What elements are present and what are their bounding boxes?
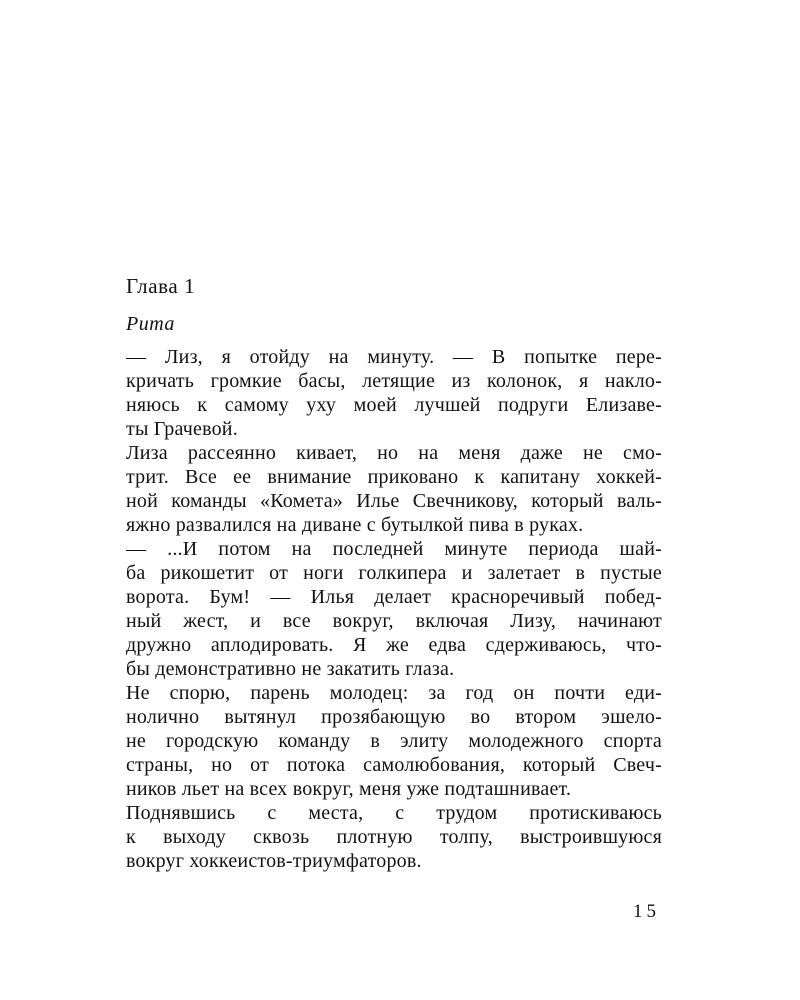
page-number: 15 <box>633 901 660 922</box>
text-line: трит. Все ее внимание приковано к капитану хоккей- <box>126 466 662 488</box>
text-line: кричать громкие басы, летящие из колонок, я накло- <box>126 370 662 392</box>
text-line: ной команды «Комета» Илье Свечникову, который валь- <box>126 490 662 512</box>
text-line: нолично вытянул прозябающую во втором эшело- <box>126 706 662 728</box>
chapter-title: Глава 1 <box>126 274 196 298</box>
text-line: бы демонстративно не закатить глаза. <box>126 658 455 680</box>
text-line: няюсь к самому уху моей лучшей подруги Елизаве- <box>126 394 662 416</box>
body-text <box>126 345 662 873</box>
text-line: вокруг хоккеистов-триумфаторов. <box>126 850 422 872</box>
text-line: ворота. Бум! — Илья делает красноречивый побед- <box>126 586 662 608</box>
text-line: ба рикошетит от ноги голкипера и залетает в пустые <box>126 562 662 584</box>
text-line: не городскую команду в элиту молодежного спорта <box>126 730 662 752</box>
text-line: Поднявшись с места, с трудом протискиваюсь <box>126 802 662 824</box>
text-line: яжно развалился на диване с бутылкой пива в руках. <box>126 514 584 536</box>
text-line: ников льет на всех вокруг, меня уже подташнивает. <box>126 778 572 800</box>
text-line: — Лиз, я отойду на минуту. — В попытке пере- <box>126 346 662 368</box>
chapter-subtitle: Рита <box>126 313 175 335</box>
text-line: Лиза рассеянно кивает, но на меня даже не смо- <box>126 442 662 464</box>
text-line: страны, но от потока самолюбования, который Свеч- <box>126 754 662 776</box>
text-line: ты Грачевой. <box>126 418 238 440</box>
text-line: к выходу сквозь плотную толпу, выстроившуюся <box>126 826 662 848</box>
text-line: ный жест, и все вокруг, включая Лизу, начинают <box>126 610 662 632</box>
text-line: — ...И потом на последней минуте периода шай- <box>126 538 662 560</box>
text-line: дружно аплодировать. Я же едва сдерживаюсь, что- <box>126 634 662 656</box>
text-line: Не спорю, парень молодец: за год он почти еди- <box>126 682 662 704</box>
